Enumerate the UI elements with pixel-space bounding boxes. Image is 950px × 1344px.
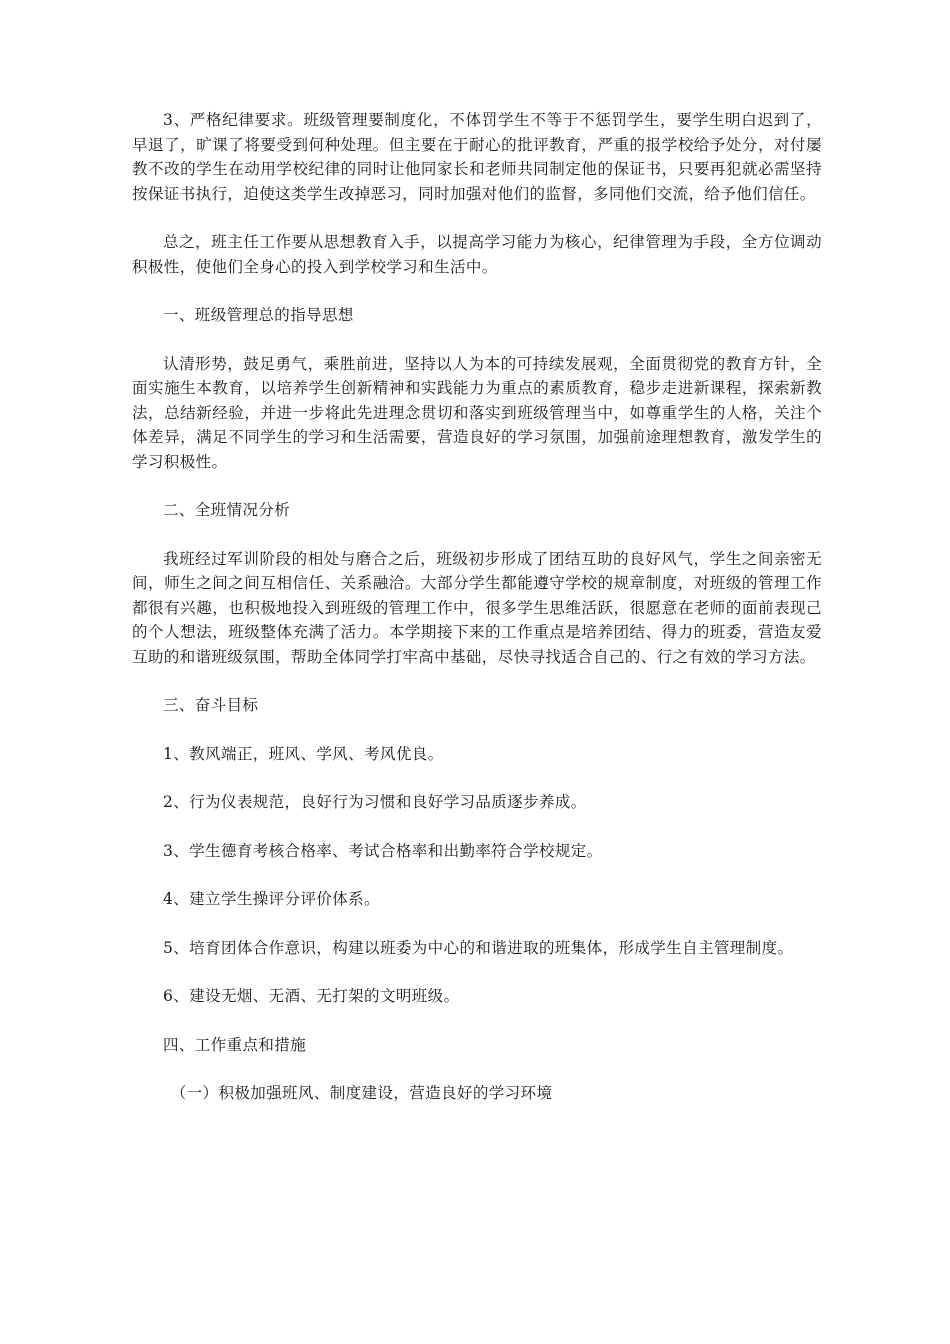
subsection-heading-class-culture: （一）积极加强班风、制度建设，营造良好的学习环境: [170, 1084, 553, 1102]
goal-item: 2、行为仪表规范，良好行为习惯和良好学习品质逐步养成。: [163, 793, 587, 811]
goal-item: 3、学生德育考核合格率、考试合格率和出勤率符合学校规定。: [163, 841, 603, 860]
section-heading-guiding-ideas: 一、班级管理总的指导思想: [163, 306, 354, 324]
paragraph-class-analysis: 我班经过军训阶段的相处与磨合之后，班级初步形成了团结互助的良好风气，学生之间亲密无间，师生之间之间互相信任、关系融洽。大部分学生都能遵守学校的规章制度，对班级的管理工作都很有兴趣，也积极地投入到班级的管理工作中，很多学生思维活跃，很愿意在老师的面前表现己的个人想法，班级整体充满了活力。本学期接下来的工作重点是培养团结、得力的班委，营造友爱互助的和谐班级氛围，帮助全体同学打牢高中基础，尽快寻找适合自己的、行之有效的学习方法。: [132, 549, 822, 666]
paragraph-summary: 总之，班主任工作要从思想教育入手，以提高学习能力为核心，纪律管理为手段，全方位调动积极性，使他们全身心的投入到学校学习和生活中。: [132, 233, 822, 276]
paragraph-discipline: 3、严格纪律要求。班级管理要制度化，不体罚学生不等于不惩罚学生，要学生明白迟到了，早退了，旷课了将要受到何种处理。但主要在于耐心的批评教育，严重的报学校给予处分，对付屡教不改的学生在动用学校纪律的同时让他同家长和老师共同制定他的保证书，只要再犯就必需坚持按保证书执行，迫使这类学生改掉恶习，同时加强对他们的监督，多同他们交流，给予他们信任。: [132, 111, 822, 203]
section-heading-goals: 三、奋斗目标: [163, 696, 259, 714]
goal-item: 5、培育团体合作意识，构建以班委为中心的和谐进取的班集体，形成学生自主管理制度。: [163, 938, 794, 957]
goal-item: 1、教风端正，班风、学风、考风优良。: [163, 744, 444, 763]
goal-item: 6、建设无烟、无酒、无打架的文明班级。: [163, 987, 460, 1005]
document-page: [132, 108, 822, 1130]
section-heading-measures: 四、工作重点和措施: [163, 1035, 307, 1054]
paragraph-guiding-ideas: 认清形势，鼓足勇气，乘胜前进，坚持以人为本的可持续发展观，全面贯彻党的教育方针，全面实施生本教育，以培养学生创新精神和实践能力为重点的素质教育，稳步走进新课程，探索新教法，总结新经验，并进一步将此先进理念贯切和落实到班级管理当中，如尊重学生的人格，关注个体差异，满足不同学生的学习和生活需要，营造良好的学习氛围，加强前途理想教育，激发学生的学习积极性。: [132, 354, 822, 471]
section-heading-class-analysis: 二、全班情况分析: [163, 501, 291, 519]
goal-item: 4、建立学生操评分评价体系。: [163, 890, 380, 908]
